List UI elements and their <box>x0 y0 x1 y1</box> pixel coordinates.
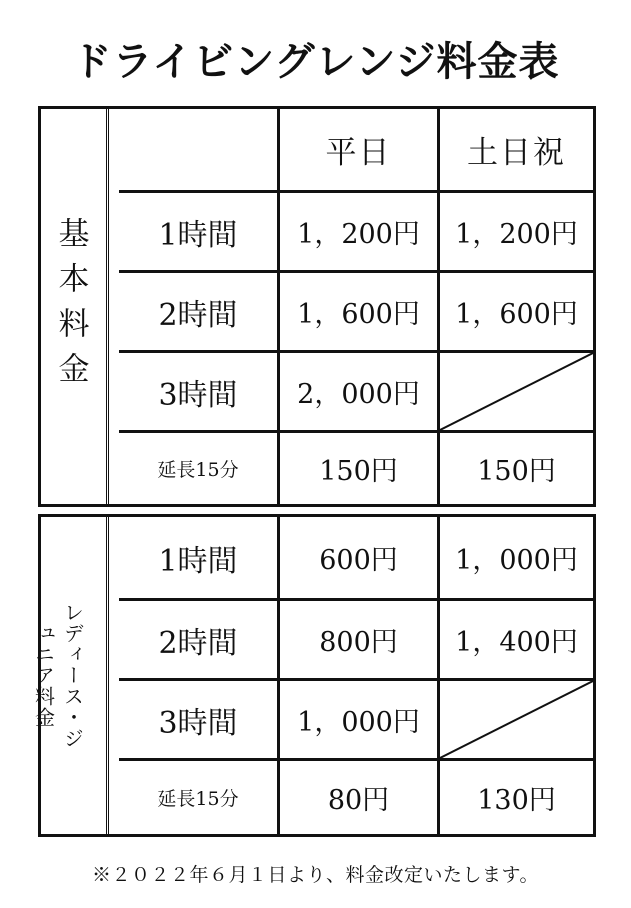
ladies-junior-grid <box>119 517 593 834</box>
table-row <box>119 190 593 270</box>
weekday-price: 80円 <box>280 761 440 834</box>
header-blank-cell <box>119 109 280 190</box>
ladies-junior-label: レディース・ジュニア料金 <box>31 602 85 749</box>
extension-label: 延長15分 <box>119 761 280 834</box>
not-available-cell <box>440 681 593 758</box>
duration-label: 2時間 <box>119 601 280 678</box>
table-row <box>119 758 593 834</box>
extension-label: 延長15分 <box>119 433 280 504</box>
basic-fee-grid <box>119 109 593 504</box>
table-row <box>119 598 593 678</box>
holiday-price: 130円 <box>477 785 556 816</box>
weekday-price: 600円 <box>280 517 440 598</box>
table-row <box>119 678 593 758</box>
holiday-price: 1，200円 <box>455 219 578 250</box>
diagonal-slash <box>440 353 593 430</box>
table-row <box>119 517 593 598</box>
header-row <box>119 109 593 190</box>
duration-label: 1時間 <box>119 517 280 598</box>
table-row <box>119 350 593 430</box>
revision-footnote: ※２０２２年６月１日より、料金改定いたします。 <box>92 864 539 886</box>
holiday-price: 1，400円 <box>455 627 578 658</box>
basic-fee-label: 基本料金 <box>52 216 89 397</box>
header-holiday: 土日祝 <box>467 135 566 171</box>
weekday-price: 800円 <box>280 601 440 678</box>
weekday-price: 1，200円 <box>280 193 440 270</box>
holiday-price: 150円 <box>477 456 556 487</box>
weekday-price: 150円 <box>280 433 440 504</box>
holiday-price: 1，600円 <box>455 299 578 330</box>
duration-label: 1時間 <box>119 193 280 270</box>
basic-fee-table <box>38 106 596 507</box>
weekday-price: 1，000円 <box>280 681 440 758</box>
holiday-price: 1，000円 <box>455 545 578 576</box>
diagonal-slash <box>440 681 593 758</box>
not-available-cell <box>440 353 593 430</box>
weekday-price: 2，000円 <box>280 353 440 430</box>
basic-fee-side-label <box>41 109 109 504</box>
ladies-junior-side-label <box>31 517 109 834</box>
duration-label: 3時間 <box>119 681 280 758</box>
ladies-junior-fee-table <box>31 514 596 837</box>
duration-label: 2時間 <box>119 273 280 350</box>
header-weekday: 平日 <box>280 109 440 190</box>
table-row <box>119 430 593 504</box>
duration-label: 3時間 <box>119 353 280 430</box>
page-title: ドライビングレンジ料金表 <box>71 39 560 85</box>
weekday-price: 1，600円 <box>280 273 440 350</box>
table-row <box>119 270 593 350</box>
